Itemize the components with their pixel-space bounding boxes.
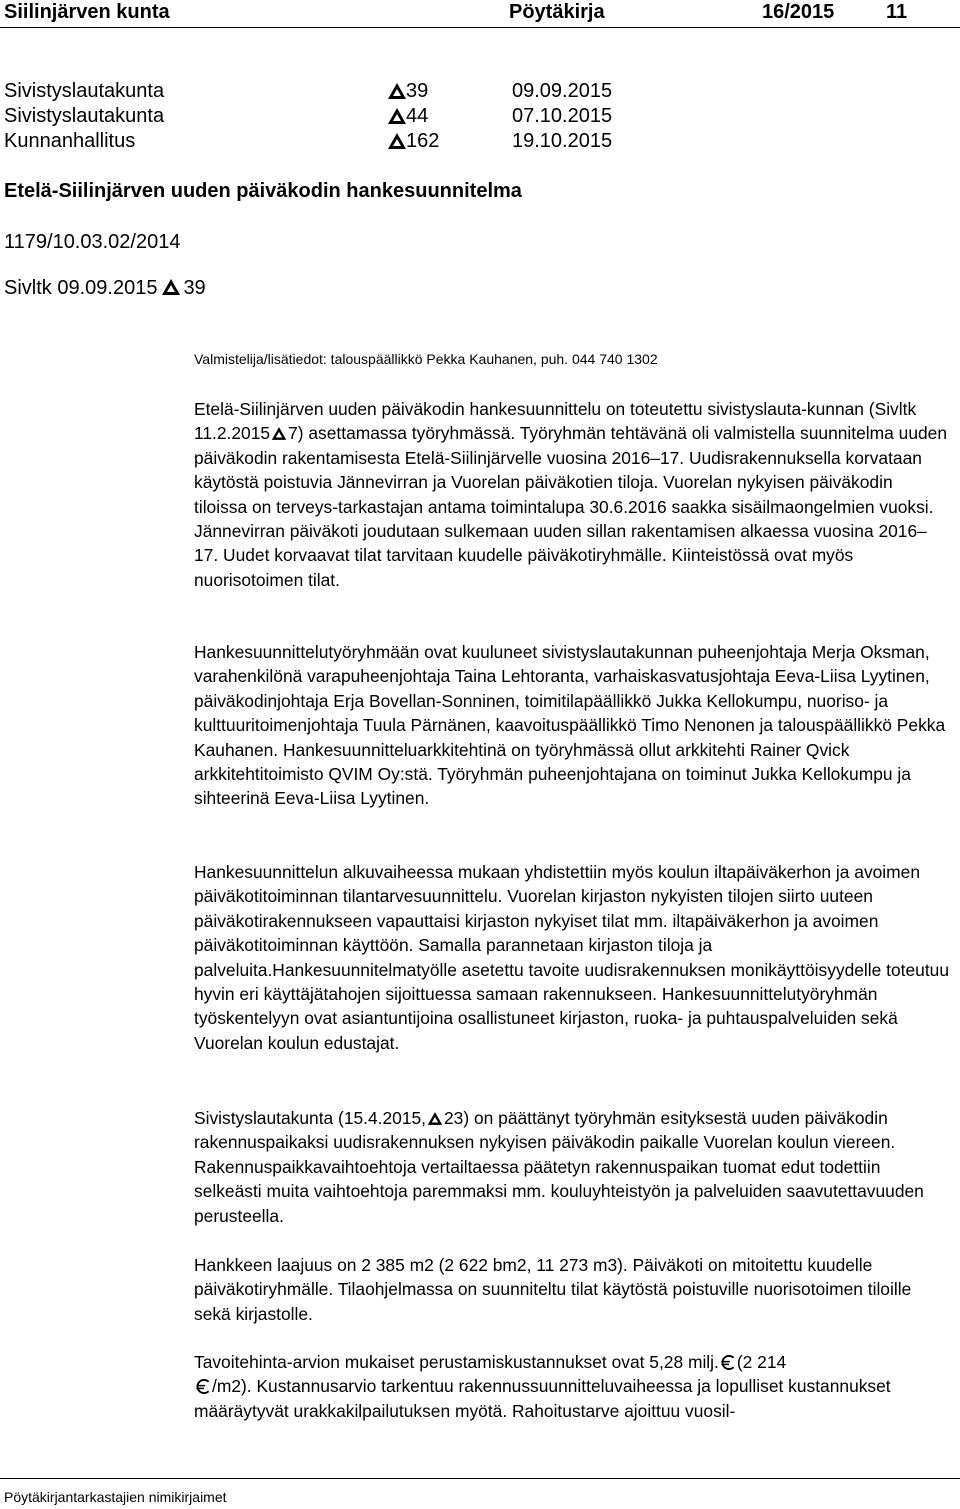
paragraph-text: Etelä-Siilinjärven uuden päiväkodin hankesuunnittelu on toteutettu sivistyslauta-kunnan (Sivltk 11.2.2015 xyxy=(194,399,917,444)
meeting-row xyxy=(4,129,764,153)
paragraph-scope xyxy=(194,860,950,1055)
meeting-section: 39 xyxy=(406,80,429,102)
paragraph-text: /m2). Kustannusarvio tarkentuu rakennussuunnitteluvaiheessa ja lopulliset kustannukset määräytyvät urakkakilpailutuksen myötä. Rahoitustarve ajoittuu vuosil- xyxy=(194,1376,891,1421)
paragraph-text: Tavoitehinta-arvion mukaiset perustamiskustannukset ovat 5,28 milj. xyxy=(194,1352,719,1372)
euro-icon xyxy=(195,1379,211,1394)
paragraph-text: (2 214 xyxy=(736,1352,787,1372)
organization-name: Siilinjärven kunta xyxy=(4,1,170,23)
page-number: 11 xyxy=(886,1,908,23)
euro-icon xyxy=(720,1355,736,1370)
paragraph-text: Sivistyslautakunta (15.4.2015, xyxy=(194,1108,427,1128)
paragraph-working-group xyxy=(194,640,950,811)
paragraph-site-decision xyxy=(194,1106,950,1228)
header-divider xyxy=(0,27,960,28)
previous-section: 39 xyxy=(183,277,206,299)
meeting-date: 09.09.2015 xyxy=(512,80,613,102)
meeting-section: 44 xyxy=(406,105,429,127)
paragraph-text: 7) asettamassa työryhmässä. Työryhmän tehtävänä oli valmistella suunnitelma uuden päiväkodin rakentamisesta Etelä-Siilinjärvelle vuosina 2016‒17. Uudisrakennuksella korvataan käytöstä poistuvia Jännevirran ja Vuorelan päiväkotien tiloja. Vuorelan nykyisen päiväkodin tiloissa on terveys-tarkastajan antama toimintalupa 30.6.2016 saakka sisäilmaongelmien vuoksi. Jännevirran päiväkoti joudutaan sulkemaan uuden sillan rakentamisen alkaessa vuosina 2016‒17. Uudet korvaavat tilat tarvitaan kuudelle päiväkotiryhmälle. Kiinteistössä ovat myös nuorisotoimen tilat. xyxy=(194,423,948,590)
document-title: Etelä-Siilinjärven uuden päiväkodin hankesuunnitelma xyxy=(4,180,522,202)
paragraph-text: Hankkeen laajuus on 2 385 m2 (2 622 bm2, 11 273 m3). Päiväkoti on mitoitettu kuudelle päiväkotiryhmälle. Tilaohjelmassa on suunniteltu tilat käytöstä poistuville nuorisotoimen tiloille sekä kirjastolle. xyxy=(194,1255,912,1324)
paragraph-text: Hankesuunnittelutyöryhmään ovat kuuluneet sivistyslautakunnan puheenjohtaja Merja Oksman, varahenkilönä varapuheenjohtaja Taina Lehtoranta, varhaiskasvatusjohtaja Eeva-Liisa Lyytinen, päiväkodinjohtaja Erja Bovellan-Sonninen, toimitilapäällikkö Jukka Kellokumpu, nuoriso- ja kulttuuritoimenjohtaja Tuula Pärnänen, kaavoituspäällikkö Timo Nenonen ja talouspäällikkö Pekka Kauhanen. Hankesuunnitteluarkkitehtinä on työryhmässä ollut arkkitehti Rainer Qvick arkkitehtitoimisto QVIM Oy:stä. Työryhmän puheenjohtajana on toiminut Jukka Kellokumpu ja sihteerinä Eeva-Liisa Lyytinen. xyxy=(194,642,946,809)
meeting-date: 19.10.2015 xyxy=(512,130,613,152)
footer-divider xyxy=(0,1478,960,1479)
document-type: Pöytäkirja xyxy=(509,1,605,23)
meeting-date: 07.10.2015 xyxy=(512,105,613,127)
section-arrow-icon xyxy=(161,278,181,296)
meeting-row xyxy=(4,79,764,103)
paragraph-text: 23) on päättänyt työryhmän esityksestä uuden päiväkodin rakennuspaikaksi uudisrakennuksen nykyisen päiväkodin paikalle Vuorelan koulun viereen. Rakennuspaikkavaihtoehtoja vertailtaessa päätetyn rakennuspaikan tuomat edut todettiin selkeästi muita vaihtoehtoja paremmaksi mm. kouluyhteistyön ja palveluiden saavutettavuuden perusteella. xyxy=(194,1108,924,1226)
preparer-info: Valmistelija/lisätiedot: talouspäällikkö Pekka Kauhanen, puh. 044 740 1302 xyxy=(194,351,658,367)
section-arrow-icon xyxy=(271,426,287,441)
section-arrow-icon xyxy=(387,82,407,100)
meeting-section: 162 xyxy=(406,130,440,152)
document-header xyxy=(0,0,960,26)
previous-decision xyxy=(4,276,206,300)
paragraph-background xyxy=(194,397,950,592)
section-arrow-icon xyxy=(427,1111,443,1126)
meeting-body: Kunnanhallitus xyxy=(4,130,136,152)
paragraph-costs xyxy=(194,1350,950,1423)
footer-initials-label: Pöytäkirjantarkastajien nimikirjaimet xyxy=(4,1489,227,1505)
section-arrow-icon xyxy=(387,107,407,125)
previous-body-date: Sivltk 09.09.2015 xyxy=(4,277,158,299)
section-arrow-icon xyxy=(387,132,407,150)
paragraph-size xyxy=(194,1253,950,1326)
meeting-body: Sivistyslautakunta xyxy=(4,105,165,127)
document-number: 16/2015 xyxy=(762,1,835,23)
meeting-body: Sivistyslautakunta xyxy=(4,80,165,102)
meeting-row xyxy=(4,104,764,128)
diary-number: 1179/10.03.02/2014 xyxy=(4,231,181,253)
paragraph-text: Hankesuunnittelun alkuvaiheessa mukaan yhdistettiin myös koulun iltapäiväkerhon ja avoimen päiväkotitoiminnan tilantarvesuunnittelu. Vuorelan kirjaston nykyisten tilojen siirto uuteen päiväkotirakennukseen vapauttaisi kirjaston nykyiset tilat mm. iltapäiväkerhon ja avoimen päiväkotitoiminnan käyttöön. Samalla parannetaan kirjaston tiloja ja palveluita.Hankesuunnitelmatyölle asetettu tavoite uudisrakennuksen monikäyttöisyydelle toteutuu hyvin eri käyttäjätahojen sijoittuessa samaan rakennukseen. Hankesuunnittelutyöryhmän työskentelyyn ovat asiantuntijoina osallistuneet kirjaston, ruoka- ja puhtauspalveluiden sekä Vuorelan koulun edustajat. xyxy=(194,862,950,1053)
